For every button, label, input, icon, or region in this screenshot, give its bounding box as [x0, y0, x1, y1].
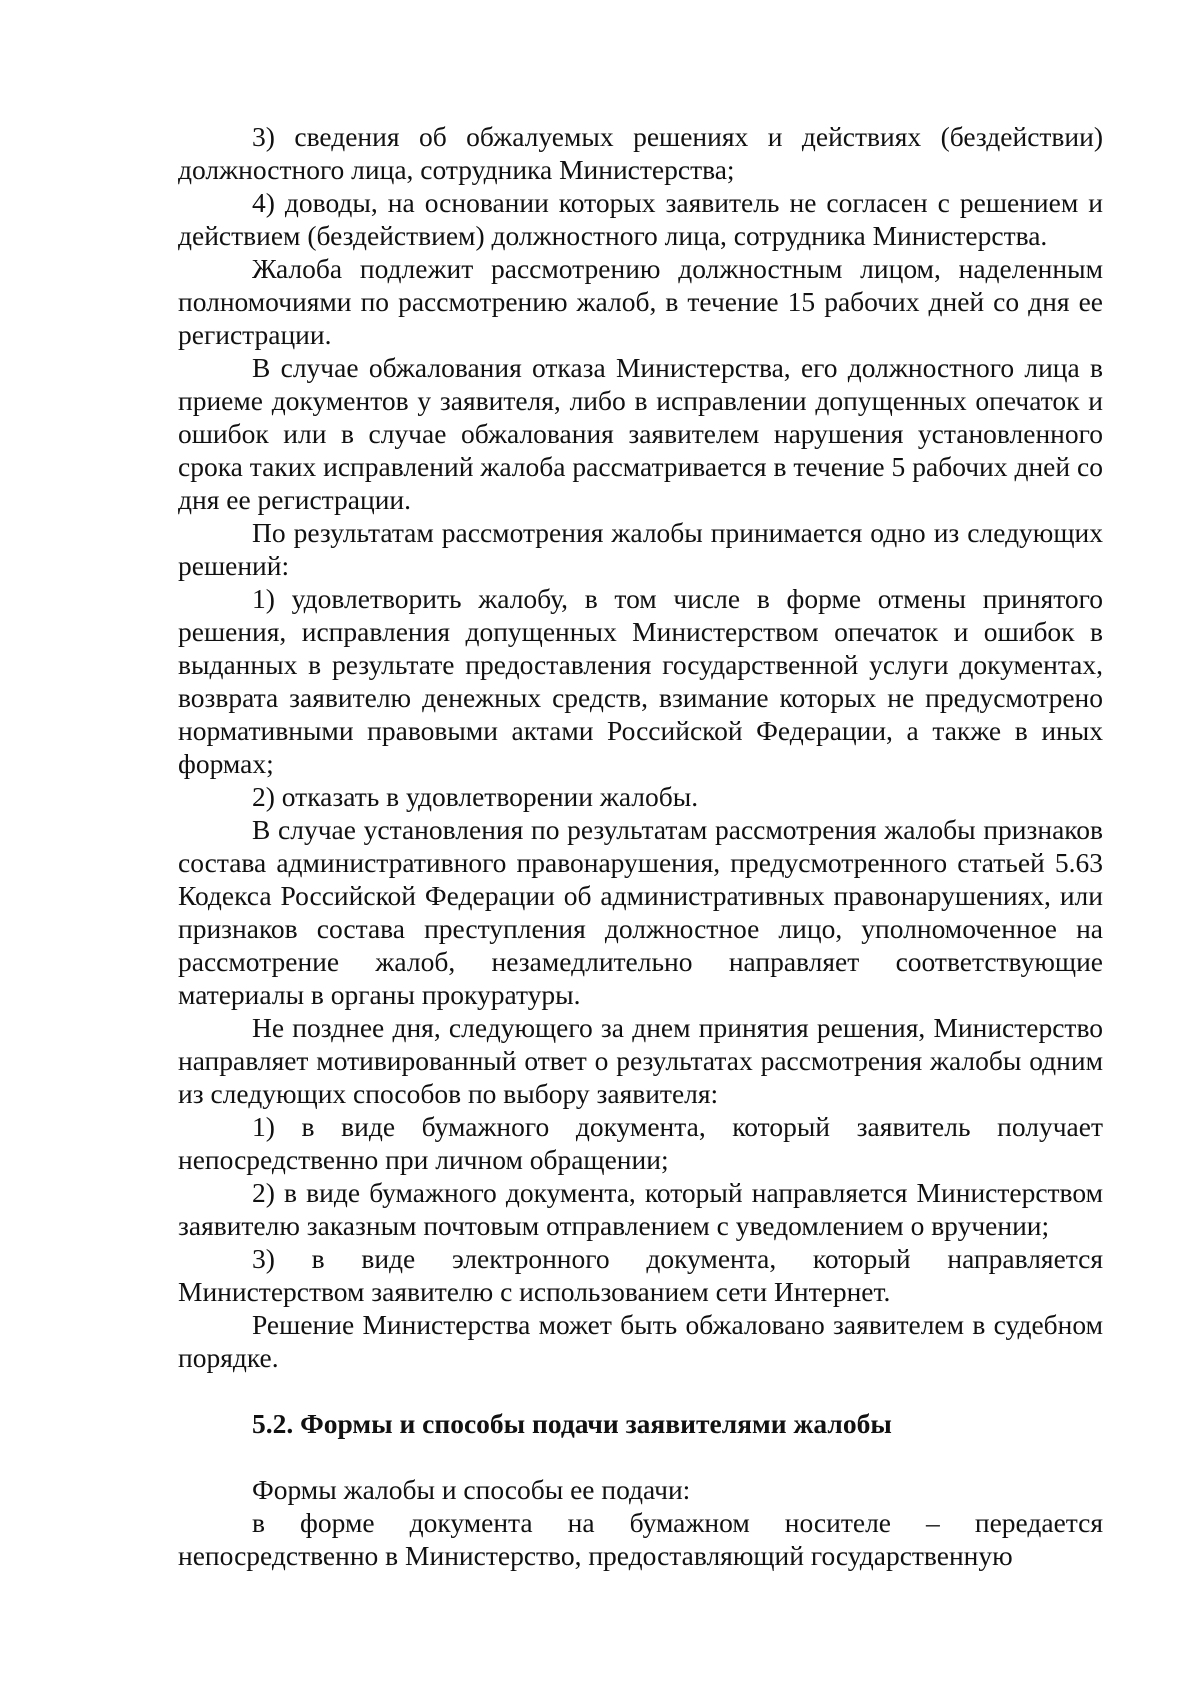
paragraph: 1) в виде бумажного документа, который заявитель получает непосредственно при личном обращении;: [178, 1111, 1103, 1175]
section-heading: 5.2. Формы и способы подачи заявителями жалобы: [252, 1408, 892, 1439]
paragraph: 2) в виде бумажного документа, который направляется Министерством заявителю заказным почтовым отправлением с уведомлением о вручении;: [178, 1177, 1103, 1241]
paragraph: По результатам рассмотрения жалобы принимается одно из следующих решений:: [178, 517, 1103, 581]
paragraph: 1) удовлетворить жалобу, в том числе в форме отмены принятого решения, исправления допущенных Министерством опечаток и ошибок в выданных в результате предоставления государственной услуги документах, возврата заявителю денежных средств, взимание которых не предусмотрено нормативными правовыми актами Российской Федерации, а также в иных формах;: [178, 583, 1103, 779]
paragraph: 3) сведения об обжалуемых решениях и действиях (бездействии) должностного лица, сотрудника Министерства;: [178, 121, 1103, 185]
paragraph: 4) доводы, на основании которых заявитель не согласен с решением и действием (бездействием) должностного лица, сотрудника Министерства.: [178, 187, 1103, 251]
paragraph: в форме документа на бумажном носителе – передается непосредственно в Министерство, предоставляющий государственную: [178, 1507, 1103, 1571]
document-body: [178, 120, 1103, 1572]
paragraph: 3) в виде электронного документа, который направляется Министерством заявителю с использованием сети Интернет.: [178, 1243, 1103, 1307]
paragraph: В случае установления по результатам рассмотрения жалобы признаков состава административного правонарушения, предусмотренного статьей 5.63 Кодекса Российской Федерации об административных правонарушениях, или признаков состава преступления должностное лицо, уполномоченное на рассмотрение жалоб, незамедлительно направляет соответствующие материалы в органы прокуратуры.: [178, 814, 1103, 1010]
paragraph: Формы жалобы и способы ее подачи:: [252, 1474, 691, 1505]
paragraph: В случае обжалования отказа Министерства, его должностного лица в приеме документов у заявителя, либо в исправлении допущенных опечаток и ошибок или в случае обжалования заявителем нарушения установленного срока таких исправлений жалоба рассматривается в течение 5 рабочих дней со дня ее регистрации.: [178, 352, 1103, 515]
paragraph: Жалоба подлежит рассмотрению должностным лицом, наделенным полномочиями по рассмотрению жалоб, в течение 15 рабочих дней со дня ее регистрации.: [178, 253, 1103, 350]
paragraph: Не позднее дня, следующего за днем принятия решения, Министерство направляет мотивированный ответ о результатах рассмотрения жалобы одним из следующих способов по выбору заявителя:: [178, 1012, 1103, 1109]
paragraph: Решение Министерства может быть обжаловано заявителем в судебном порядке.: [178, 1309, 1103, 1373]
paragraph: 2) отказать в удовлетворении жалобы.: [252, 781, 699, 812]
